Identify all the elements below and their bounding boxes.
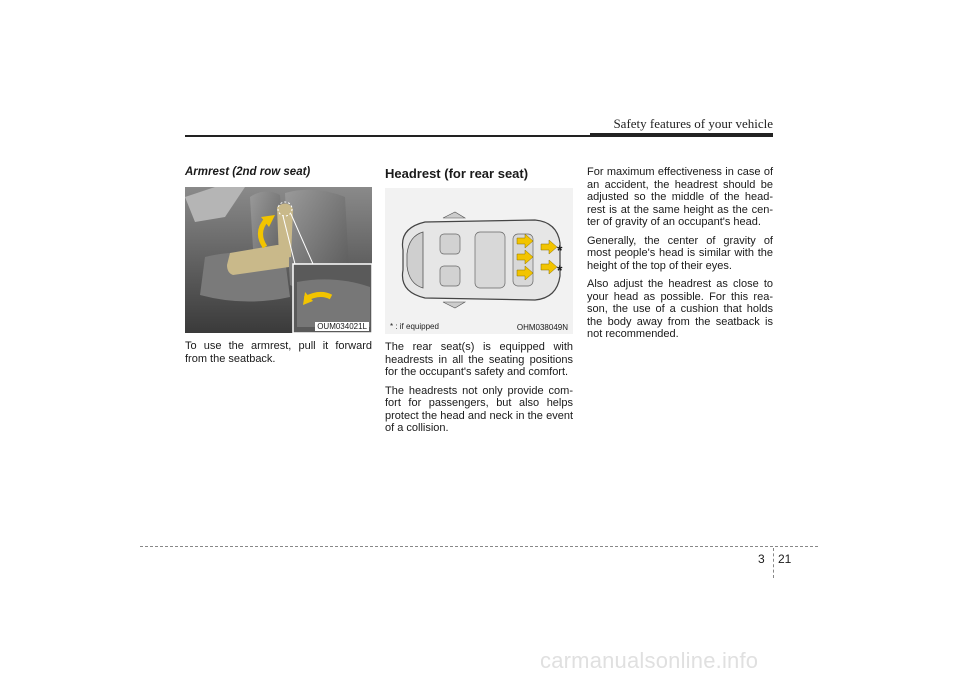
watermark: carmanualsonline.info xyxy=(540,648,759,673)
adjust-para-2: Generally, the center of gravity of most people's head is similar with the height of the top of their eyes. xyxy=(587,234,773,272)
armrest-section xyxy=(185,166,372,371)
asterisk-marker: * xyxy=(557,242,563,258)
armrest-body: To use the armrest, pull it forward from the seatback. xyxy=(185,340,372,365)
footer-divider xyxy=(773,548,774,578)
headrest-para-1: The rear seat(s) is equipped with headrests in all the seating positions for the occupant's safety and comfort. xyxy=(385,341,573,378)
headrest-adjust-section xyxy=(587,166,773,347)
running-header: Safety features of your vehicle xyxy=(613,116,773,131)
chapter-number: 3 xyxy=(758,552,765,566)
figure-code: OHM038049N xyxy=(516,323,568,332)
armrest-illustration xyxy=(185,187,372,333)
asterisk-marker: * xyxy=(557,262,563,278)
figure-note: * : if equipped xyxy=(390,322,439,331)
header-rule-accent xyxy=(590,133,773,137)
figure-code: OUM034021L xyxy=(317,322,367,331)
page-number: 21 xyxy=(778,552,792,566)
headrest-para-2: The headrests not only provide com- fort for passengers, but also helps protect the head and neck in the event of a collision. xyxy=(385,384,573,434)
adjust-para-1: For maximum effectiveness in case of an accident, the headrest should be adjusted so the middle of the head- rest is at the same height as the cen- ter of gravity of an occupant's head. xyxy=(587,166,773,228)
footer-rule xyxy=(140,546,818,547)
armrest-figure xyxy=(185,187,372,333)
headrest-figure xyxy=(385,188,573,334)
headrest-heading: Headrest (for rear seat) xyxy=(385,166,529,181)
headrest-section xyxy=(385,166,573,441)
adjust-para-3: Also adjust the headrest as close to your head as possible. For this rea- son, the use of a cushion that holds the body away from the seatback is not recommended. xyxy=(587,278,773,340)
vehicle-topview-illustration xyxy=(385,188,573,334)
armrest-heading: Armrest (2nd row seat) xyxy=(185,166,311,178)
